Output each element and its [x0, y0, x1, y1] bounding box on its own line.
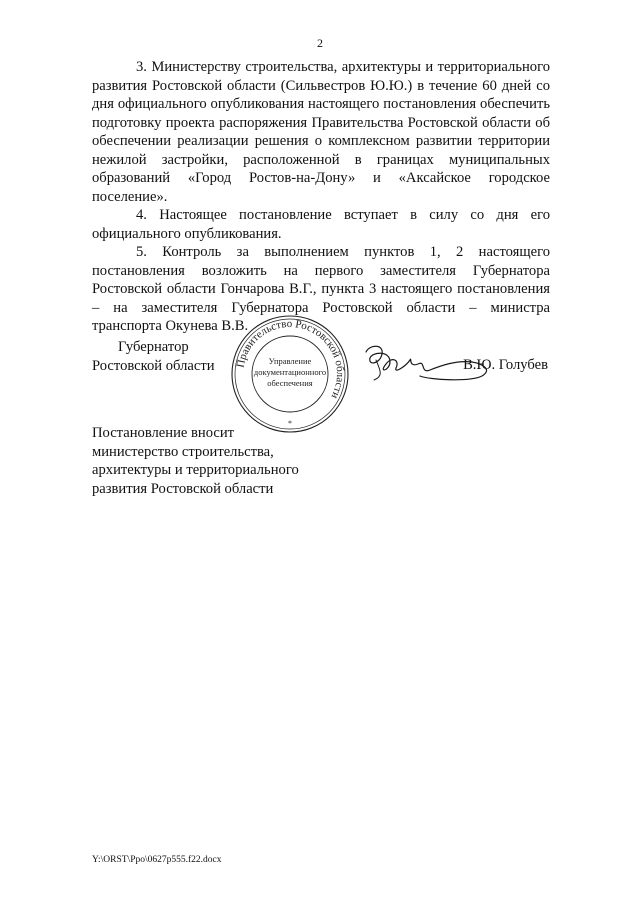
seal-inner-line3: обеспечения — [267, 378, 313, 388]
official-seal — [226, 310, 354, 438]
submission-note-line1: Постановление вносит — [92, 425, 235, 441]
submission-note-line4: развития Ростовской области — [92, 480, 274, 497]
signatory-name: В.Ю. Голубев — [463, 357, 548, 373]
seal-inner-line2: документационного — [253, 367, 327, 377]
page-number: 2 — [317, 36, 323, 50]
seal-star-icon: * — [288, 419, 292, 428]
submission-note — [92, 424, 352, 498]
paragraph-3: 3. Министерству строительства, архитектуры и территориального развития Ростовской области (Сильвестров Ю.Ю.) в течение 60 дней со дня официального опубликования настоящего постановления обеспечить подготовку проекта распоряжения Правительства Ростовской области об обеспечении реализации решения о комплексном развитии территории нежилой застройки, расположенной в границах муниципальных образований «Город Ростов-на-Дону» и «Аксайское городское поселение». — [92, 59, 550, 205]
submission-note-line3: архитектуры и территориального — [92, 462, 299, 478]
signatory-title-line2: Ростовской области — [92, 357, 215, 374]
seal-outer-text: Правительство Ростовской области — [234, 317, 347, 401]
paragraph-5: 5. Контроль за выполнением пунктов 1, 2 настоящего постановления возложить на первого заместителя Губернатора Ростовской области Гончарова В.Г., пункта 3 настоящего постановления – на заместителя Губернатора Ростовской области – министра транспорта Окунева В.В. — [92, 244, 550, 334]
signatory-title-line1: Губернатор — [118, 339, 189, 355]
seal-inner-line1: Управление — [268, 356, 312, 366]
signatory-title — [92, 338, 232, 375]
submission-note-line2: министерство строительства, — [92, 443, 274, 460]
file-path-footer: Y:\ORST\Ppo\0627p555.f22.docx — [92, 855, 222, 865]
paragraph-4: 4. Настоящее постановление вступает в силу со дня его официального опубликования. — [92, 207, 550, 242]
document-body — [92, 58, 550, 336]
